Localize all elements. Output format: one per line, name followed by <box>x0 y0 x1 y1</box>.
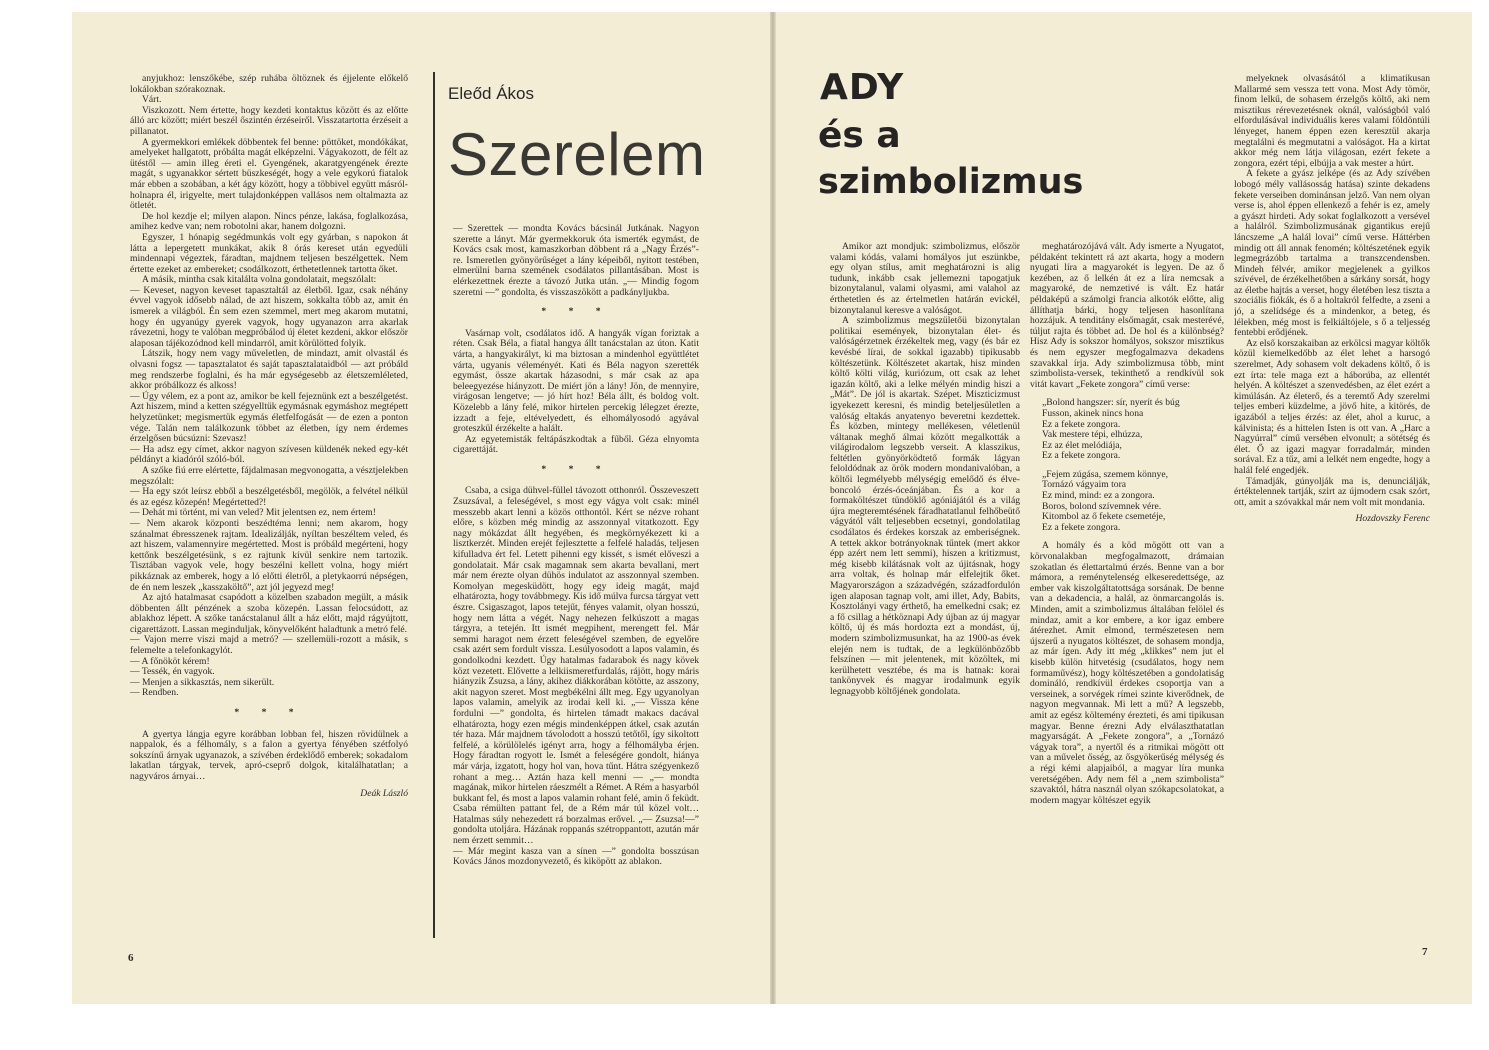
signature-deak: Deák László <box>360 787 408 799</box>
paragraph: — Úgy vélem, ez a pont az, amikor be kell fejeznünk ezt a beszélgetést. Azt hiszem, mind a ketten szégyelltük egymásnak egymáshoz megtépett helyzetünket; megismertük egymás életfelfogását — de ezen a ponton vége. Talán nem találkozunk többet az életben, így nem érdemes érzelgősen búcsúzni: Szevasz! <box>130 390 408 445</box>
paragraph: — Ha adsz egy címet, akkor nagyon szívesen küldenék neked egy-két példányt a kiadóról szóló-ból. <box>130 443 408 466</box>
paragraph: Csaba, a csiga dühvel-füllel távozott otthonról. Összeveszett Zsuzsával, a feleségével, s most egy vágya volt csak: minél messzebb akart lenni a közös otthontól. Kért se nézve rohant előre, s közben még mindig az asszonnyal vitatkozott. Egy nagy mókázdat állt hegyében, és megkörnyékezett ki a lisztkerzét. Minden erejét fejlesztette a felfelé haladás, teljesen kifulladva ért fel. Letett pihenni egy kissét, s ismét előveszi a gondolatait. Már csak magamnak sem akarta bevallani, mert már nem érezte olyan dühös indulatot az asszonnyal szemben. Komolyan megesküdött, hogy egy ideig magát, majd elhatározta, hogy továbbmegy. Kis idő múlva furcsa tárgyat vett észre. Csigaszagot, lapos tetejűt, fényes valamit, olyan hosszú, hogy nem látta a végét. Nagy nehezen felkúszott a magas tárgyra, a tetején. Itt ismét megpihent, merengett fel. Már semmi haragot nem érzett feleségével szemben, de egyelőre csak azért sem fordult vissza. Lesúlyosodott a lapos valamin, és gondolkodni kezdett. Úgy hatalmas fadarabok és nagy kövek közt vezetett. Elővette a lelkiismeretfurdalás, rájött, hogy máris hiányzik Zsuzsa, a lány, akihez diákkorában kötötte, az asszony, akit nagyon szeret. Most megbékélni állt meg. Egy ugyanolyan lapos valamin, amelyik az irodai kell ki. „— Vissza kéne fordulni —” gondolta, és hirtelen támadt makacs dacával elhatározta, hogy ezen mégis mindenképpen átkel, csak azután tér haza. Már majdnem távolodott a hosszú tetőtől, így sikoltott felfelé, a körülölelés igényt arra, hogy a félhomályba érjen. Hogy fáradtan rogyott le. Ismét a feleségére gondolt, hiánya már várja, izgatott, hogy hol van, hova tűnt. Hátra szégyenkező rohant a meg… Aztán haza kell menni — „— mondta magának, mikor hirtelen ráeszmélt a Rémet. A Rém a hasyarból bukkant fel, és most a lapos valamin rohant felé, amin ő feküdt. Csaba rémülten pattant fel, de a Rém már túl közel volt… Hatalmas súly nehezedett rá borzalmas erővel. „— Zsuzsa!—” gondolta utoljára. Házának roppanás szétroppantott, azután már nem érzett semmit… <box>453 485 699 847</box>
paragraph: Látszik, hogy nem vagy műveletlen, de mindazt, amit olvastál és olvasni fogsz — tapasztalatot és saját tapasztalataidból — azt próbáld meg rendszerbe foglalni, és ha már egységesebb az életszemléleted, akkor próbálkozz és alkoss! <box>130 348 408 392</box>
ady-column-2 <box>1030 242 1224 942</box>
article-title-ady <box>818 67 1084 202</box>
page-number-right: 7 <box>1422 946 1428 958</box>
paragraph: Az egyetemisták feltápászkodtak a fűből. Géza elnyomta cigarettáját. <box>453 433 699 456</box>
paragraph: A gyertya lángja egyre korábban lobban fel, hiszen rövidülnek a nappalok, és a félhomály, s a falon a gyertya fényében szétfolyó sokszínű árnyak ugyanazok, a szívében érdeklődő emberek; sokadalom lakatlan tárgyak, tervek, apró-cseprő dolgok, kitalálhatatlan; a nagyváros árnyai… <box>130 728 408 782</box>
poem-line: Kitombol az ő fekete csemetéje, <box>1042 511 1166 523</box>
article-title-szerelem: Szerelem <box>448 121 706 188</box>
paragraph: — Nem akarok központi beszédtéma lenni; nem akarom, hogy szánalmat ébresszenek rajtam. Idealizálják, nyíltan beszéltem veled, és azt hiszem, valamennyire megértetted. Most is próbáld megérteni, hogy kettőnk beszélgetésünk, s ez rajtunk kívül senkire nem tartozik. Tisztában vagyok vele, hogy beszélni kellett volna, hogy miért pikkáznak az emberek, hogy a ló előtti életről, a pletykaorrú népségen, de én nem leszek „kasszaköltő”, azt jól jegyezd meg! <box>130 517 408 593</box>
ady-text-1 <box>830 242 1020 698</box>
section-divider-stars: * * * <box>541 463 611 475</box>
paragraph: — Ha egy szót leírsz ebből a beszélgetésből, megölök, a felvétel nélkül és az egész közepén! Megértetted?! <box>130 486 408 508</box>
paragraph: Várt. <box>142 94 162 106</box>
left-column-story <box>130 74 408 944</box>
section-divider-stars: * * * <box>541 306 611 318</box>
poem-stanza <box>1042 470 1224 534</box>
ady-text-3 <box>1234 74 1430 508</box>
paragraph: A fekete a gyász jelképe (és az Ady szívében lobogó mély vallásosság hatása) szinte dekadens fekete verseiben dominánsan jelző. Van nem olyan verse is, ahol éppen ellenkező a fehér is ez, amely a gyászt hirdeti. Ady sokat foglalkozott a versével a halálról. Szimbolizmusának gigantikus erejű láncszeme „A halál lovai” című verse. Háttérben mindig ott áll annak fenomén; költészetének egyik legmegrázóbb tartalma a transzcendensben. Mindeh félvér, amikor megjelenek a gyilkos szívével, de érzékelhetőben a sárkány sorsát, hogy az életbe hajtás a verset, hogy életében lesz tiszta a szociális fiókák, és ő a holtakról felfedte, a zseni a jó, a szelídsége és a mindenkor, a beteg, és lélekben, még most is felkiáltójele, s ő a teljesség fentebbi erődjének. <box>1234 168 1430 339</box>
story-text <box>130 74 408 783</box>
paragraph: Vasárnap volt, csodálatos idő. A hangyák vígan foriztak a réten. Csak Béla, a fiatal hangya állt tanácstalan az úton. Katit várta, a hangyakirályt, ki ma biztosan a mindenhol együttlétet várta, ugyanis véleményét. Kati és Béla nagyon szerették egymást, össze akartak házasodni, s már csak az apa beleegyezése hiányzott. De miért jön a lány! Jön, de mennyire, virágosan lengetve; — jó hírt hoz! Béla állt, és boldog volt. Közelebb a lány felé, mikor hirtelen percekig lélegzet érezte, izzadt a feje, eltévelyedett, és elhomályosodó agyával groteszkül érzékelte a halált. <box>453 327 699 435</box>
paragraph: — Keveset, nagyon keveset tapasztaltál az életből. Igaz, csak néhány évvel vagyok idősebb nálad, de azt hiszem, sokkalta több az, amit én ismerek a világból. Én sem ezen szemmel, mert meg akarom mutatni, hogy én ugyanúgy gyerek vagyok, hogy ugyanazon arra akarlak rávezetni, hogy te valóban megpróbálod új életet kezdeni, akkor először alaposan tájékozódnod kell mindarról, amit körülötted folyik. <box>130 284 408 349</box>
page-number-left: 6 <box>128 952 134 964</box>
poem-line: „Bolond hangszer: sír, nyerít és búg <box>1042 397 1180 409</box>
paragraph: Viszkozott. Nem értette, hogy kezdeti kontaktus között és az előtte álló arc között; miért beszél őszintén érzéseiről. Visszatartotta érzéseit a pillanatot. <box>130 104 408 137</box>
poem-line: Ez mind, mind: ez a zongora. <box>1042 490 1155 502</box>
poem-line: Boros, bolond szívemnek vére. <box>1042 500 1162 512</box>
paragraph: — Már megint kasza van a sínen —” gondolta bosszúsan Kovács János mozdonyvezető, és kiköpött az ablakon. <box>453 845 699 868</box>
paragraph: Az első korszakaiban az erkölcsi magyar költők közül kiemelkedőbb az élet lehet a harsogó szerelmet, Ady sohasem volt dekadens költő, ő is ezt írta: tele maga ezt a háborúba, az ellentét helyén. A költészet a szenvedésben, az élet ezért a kimúlásán. Az életerő, és a teremtő Ady szerelmi teljes emberi küzdelme, a jövő hite, a kitörés, de igazából a teljes érzés: az élet, ahol a kuruc, a kálvinista; és a hittelen Isten is ott van. A „Harc a Nagyúrral” című versében elvonult; a sötétség és élet. Ő az igazi magyar forradalmár, minden sorával. Ez a tűz, ami a lelkét nem engedte, hogy a halál felé engedjék. <box>1234 337 1430 476</box>
paragraph: De hol kezdje el; milyen alapon. Nincs pénze, lakása, foglalkozása, amihez kedve van; nem robotolni akar, hanem dolgozni. <box>130 210 408 233</box>
ady-column-3 <box>1234 74 1430 942</box>
paragraph: anyjukhoz: lenszőkébe, szép ruhába öltöznek és éjjelente előkelő lokálokban szórakoznak. <box>130 74 408 95</box>
poem-line: Fusson, akinek nincs hona <box>1042 407 1144 419</box>
poem-line: Ez az élet melódiája, <box>1042 439 1122 451</box>
column-divider-rule <box>433 72 435 938</box>
signature-hozdovszky: Hozdovszky Ferenc <box>1355 513 1430 525</box>
szerelem-text <box>453 224 699 868</box>
ady-column-1 <box>830 242 1020 942</box>
paragraph: — Tessék, én vagyok. <box>130 666 215 678</box>
poem-stanza <box>1042 398 1224 462</box>
paragraph: — Dehát mi történt, mi van veled? Mit jelentsen ez, nem értem! <box>130 507 376 519</box>
paragraph: — Rendben. <box>130 687 179 699</box>
paragraph: meghatározójává vált. Ady ismerte a Nyugatot, példaként tekintett rá azt akarta, hogy a modern nyugati líra a magyarokét is legyen. De az ő kezében, az ő lelkén át ez a líra nemcsak a magyaroké, de nemzetivé is vált. Ez határ példaképű a számolgi francia alkotók előtte, alig állíthatja bárki, hogy teljesen hasonlítana hozzájuk. A tenditány elsőmagát, csak mesterévé, túljut rajta és többet ad. De hol és a különbség? Hisz Ady is sokszor homályos, sokszor misztikus és nem egyszer megfogalmazva dekadens szavakkal írja. Ady szimbolizmusa több, mint szimbolista-versek, tekinthető a rendkívül sok vitát kavart „Fekete zongora” című verse: <box>1030 242 1224 390</box>
right-page <box>776 12 1472 1004</box>
paragraph: A másik, mintha csak kitalálta volna gondolatait, megszólalt: <box>142 274 377 286</box>
paragraph: melyeknek olvasásától a klimatikusan Mallarmé sem vessza tett vona. Most Ady tömör, finom lelkű, de sohasem érzelgős költő, aki nem misztikus rérevezetésnek oknál, valóságból való elfordulásával individuális keres valami földöntúli lényeget, hanem éppen ezen keresztül akarja megtalálni és megmutatni a valóságot. Ha a kirtat akkor még nem látja világosan, ezért fekete a zongora, ezért tépi, elbújja a vak mester a húrt. <box>1234 74 1430 169</box>
section-divider-stars: * * * <box>234 707 304 719</box>
ady-text-2 <box>1030 242 1224 806</box>
paragraph: Egyszer, 1 hónapig segédmunkás volt egy gyárban, s napokon át látta a lepergetett munkákat, akik 8 órás kereset után egyedüli mindennapi végeztek, fáradtan, majdnem teljesen beszélgettek. Nem értette ezeket az embereket; csodálkozott, érthetetlennek tartotta őket. <box>130 231 408 275</box>
paragraph: — A főnököt kérem! <box>130 655 210 667</box>
poem-line: Ez a fekete zongora. <box>1042 450 1121 462</box>
paragraph: — Menjen a sikkasztás, nem sikerült. <box>130 676 275 688</box>
paragraph: A szőke fiú erre elértette, fájdalmasan megvonogatta, a vésztjelekben megszólalt: <box>130 464 408 487</box>
paragraph: A homály és a köd mögött ott van a körvonalakban megfogalmazott, drámaian szokatlan és élettartalmú érzés. Benne van a bor mámora, a reménytelenség elkeseredettsége, az ember vak kiszolgáltatottsága sorsának. De benne van a dekadencia, a halál, az önmarcangolás is. Minden, amit a szimbolizmus általában felölel és mindaz, amit a kor embere, a kor igaz embere átérezhet. Amit elmond, természetesen nem újszerű a nyugatos költészet, de sohasem mondja, az már ígen. Ady itt még „klikkes” nem jut el kisebb külön hitvetésig (csudálatos, hogy nem formaművész), hogy költészetében a gondolatiság domináló, rendkívül érdekes csoportja van a verseinek, a sorvégek rímei szinte kiverődnek, de nagyon megvannak. Mi lett a mű? A legszebb, amit az egész költemény érezteti, és ami tipikusan magyar. Benne érezni Ady elválaszthatatlan magyarságát. A „Fekete zongora”, a „Tornázó vágyak tora”, a nyertől és a ritmikai mögött ott van a művelet ősség, az ősgyökerűség mélység és a régi kémi alapjaiból, a magyar líra munka veretségében. Ady nem fél a „nem szimbolista” szavaktól, hátra nasznál olyan szókapcsolatokat, a modern magyar költészet egyik <box>1030 540 1224 806</box>
poem-line: Tornázó vágyaim tora <box>1042 479 1127 491</box>
paragraph: — Vajon merre viszi majd a metró? — szellemüli-rozott a másik, s felemelte a telefonkagylót. <box>130 634 408 657</box>
title-line-2: és a <box>818 115 901 156</box>
poem-line: Ez a fekete zongora. <box>1042 521 1121 533</box>
paragraph: Az ajtó hatalmasat csapódott a közelben szabadon megült, a másik döbbenten állt pénzének a szoba közepén. Lassan felocsúdott, az ablakhoz lépett. A szőke tanácstalanul állt a ház előtt, majd rágyújtott, cigarettázott. Lassan meginduljak, könyvelőként haladtunk a metró felé. <box>130 592 408 635</box>
paragraph: — Szerettek — mondta Kovács bácsinál Jutkának. Nagyon szerette a lányt. Már gyermekkoruk óta ismerték egymást, de Kovács csak most, kamaszkorban döbbent rá a „Nagy Érzés”-re. Ismeretlen gyönyörűséget a lány képeiből, nyitott testében, elmerülni barna szemének csodálatos pillantásában. Most is elérkezettnek érezte a távozó Jutka után. „— Mindig fogom szeretni —” gondolta, és visszaszökött a padkányljukba. <box>453 224 699 298</box>
paragraph: Amikor azt mondjuk: szimbolizmus, először valami kódás, valami homályos jut eszünkbe, egy olyan stílus, amit meghatározni is alig tudunk, inkább csak jellemezni tapogatjuk bizonytalanul, valami olyasmi, ami valahol az érthetetlen és az értelmetlen határán evickél, bizonytalanul keresve a valóságot. <box>830 242 1020 316</box>
poem-line: „Fejem zúgása, szemem könnye, <box>1042 468 1169 480</box>
poem-line: Vak mestere tépi, elhúzza, <box>1042 429 1143 441</box>
author-name: Eleőd Ákos <box>448 84 534 103</box>
szerelem-column <box>453 224 699 946</box>
paragraph: A szimbolizmus megszületőü bizonytalan politikai események, bizonytalan élet- és valóságérzetnek érzékeltek meg, vagy (és bár ez kevésbé lírai, de sokkal igazabb) tipikusabb költészetünk. Költészetet akartak, hisz minden költő költi világ, kuriózum, ott csak az lehet igazán költő, aki a lelke mélyén mindig hiszi a „Mát”. De jól is akartak. Szépet. Miszticizmust igyekezett keresni, és mindig beteljesületlen a valóság eltakás anyatenyo beveretni kezdettek. És közben, mintegy mellékesen, véletlenül váltanak meghő álmai között megalkották a világirodalom legszebb verseit. A klasszikus, feltétlen gyönyörködtető formák lágyan feloldódnak az örök modern mondanivalóban, a költői legmélyebb mélységig emelődő és élve-boncoló érzés-óceánjában. És a kor a formaköltészet tündöklő agóniájától és a világ újra megteremtésének fáradhatatlanul felhőbeütő vágyától vált teljesebben ecsetnyi, gondolatilag csodálatos és érdekes korszak az emberiségnek. A tettek akkor botrányoknak tűntek (mert akkor épp azért nem lett semmi), hiszen a kritizmust, még kisebb kilátásnak volt az újitásnak, hogy arra voltak, és holnap már elfelejtik őket. Magyarországon a századvégén, századfordulón igen alaposan tagnap volt, ami illet, Ady, Babits, Kosztolányi vagy érthető, ha emelkedni csak; ez a fő csillag a hétköznapi Ady újban az új magyar költő, új és más hordozta ezt a mondást, új, modern szimbolizmusunkat, ha az 1900-as évek elején nem is tudtak, de a legkülönbözőbb felszínen — mit jelentenek, mit közöltek, mi kerülhetett vesztébe, és ma is hatnak: korai tankönyvek és magyar irodalmunk egyik legnagyobb költőjének gondolata. <box>830 315 1020 697</box>
paragraph: Támadják, gúnyolják ma is, denunciálják, értéktelennek tartják, szirt az újmodern csak szórt, ott, amit a szóvakkal már nem volt mit mondania. <box>1234 475 1430 508</box>
paragraph: A gyermekkori emlékek döbbentek fel benne: pöttöket, mondókákat, amelyeket hallgatott, próbálta magát elképzelni. Vágyakozott, de félt az ütéstől — amin illeg éreti el. Gyengének, akaratgyengének érezte magát, s ugyanakkor sértett büszkeségét, hogy a vele egykorú fiatalok már ebben a szobában, a két ágy között, hogy a többivel együtt másról-holnapra él, irigyelte, mert tulajdonképpen vallásos nem oltalmazta az ötletét. <box>130 136 408 212</box>
title-line-3: szimbolizmus <box>818 162 1084 202</box>
poem-line: Ez a fekete zongora. <box>1042 418 1121 430</box>
left-page <box>72 12 770 1004</box>
title-line-1: ADY <box>820 67 905 108</box>
